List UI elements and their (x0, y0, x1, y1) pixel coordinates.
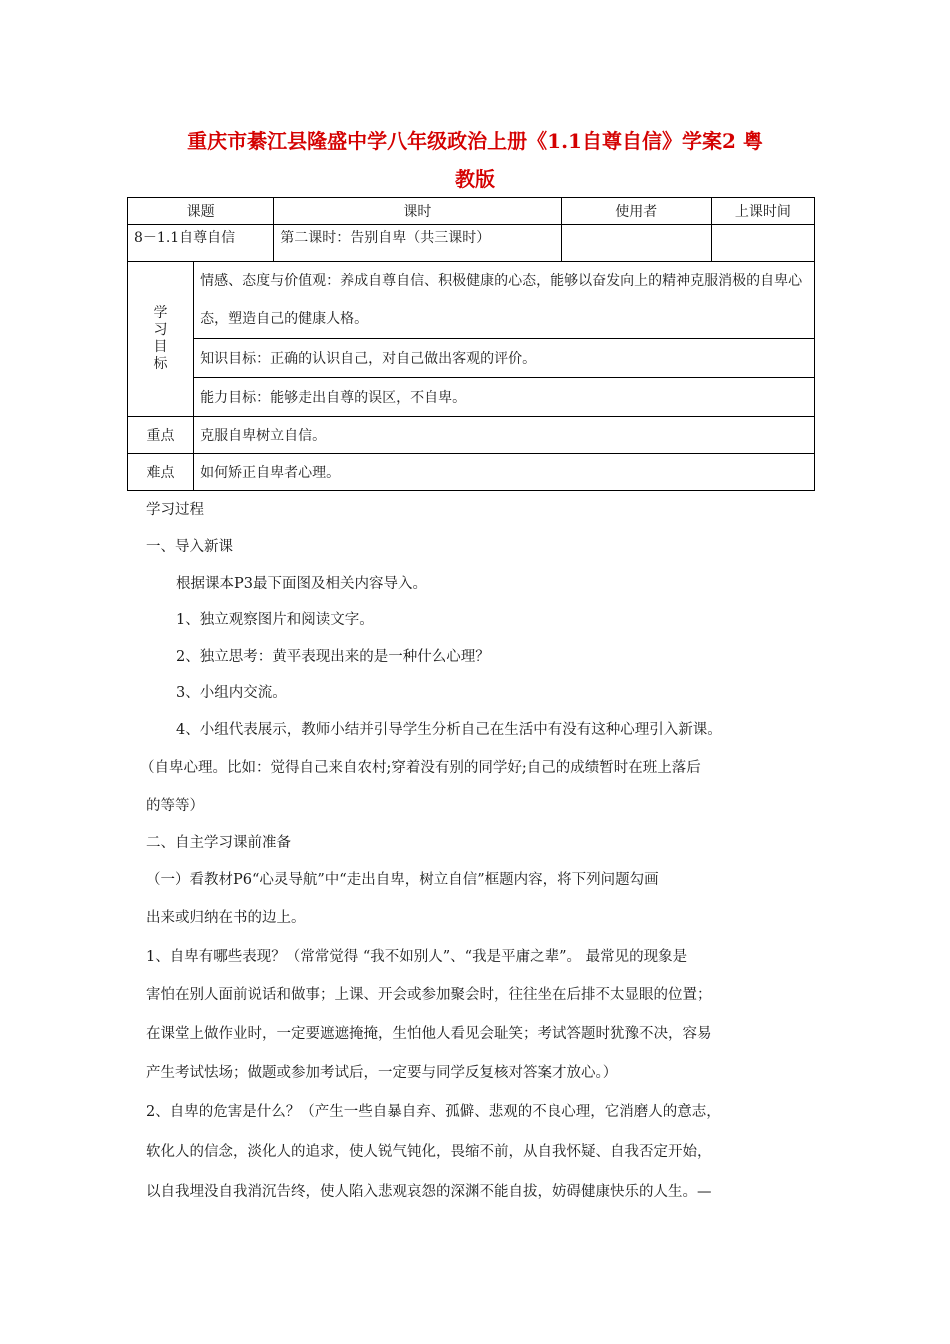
difficulty-text: 如何矫正自卑者心理。 (194, 454, 815, 491)
goal-knowledge: 知识目标：正确的认识自己，对自己做出客观的评价。 (194, 339, 815, 378)
key-point-label: 重点 (128, 417, 194, 454)
question-2-line-1: 2、自卑的危害是什么？（产生一些自暴自弃、孤僻、悲观的不良心理，它消磨人的意志， (146, 1104, 721, 1120)
lesson-period: 第二课时：告别自卑（共三课时） (274, 225, 561, 262)
goal-row-2 (128, 339, 815, 378)
difficulty-label: 难点 (128, 454, 194, 491)
header-topic: 课题 (128, 198, 274, 225)
header-user: 使用者 (561, 198, 711, 225)
lesson-info-table (127, 197, 815, 491)
goal-row-3 (128, 378, 815, 417)
section-1-title: 一、导入新课 (146, 539, 233, 555)
question-1-line-1: 1、自卑有哪些表现？（常常觉得 “我不如别人”、“我是平庸之辈”。 最常见的现象是 (146, 949, 688, 965)
question-2-line-2: 软化人的信念，淡化人的追求，使人锐气钝化，畏缩不前，从自我怀疑、自我否定开始， (146, 1144, 712, 1160)
section-2-item-1b: 出来或归纳在书的边上。 (146, 910, 306, 926)
process-heading: 学习过程 (146, 502, 204, 518)
section-1-step-1: 1、独立观察图片和阅读文字。 (176, 612, 374, 628)
goals-label (128, 262, 194, 417)
question-1-line-4: 产生考试怯场；做题或参加考试后，一定要与同学反复核对答案才放心。） (146, 1065, 618, 1081)
goal-row-1 (128, 262, 815, 339)
lesson-topic: 8－1.1自尊自信 (128, 225, 274, 262)
goals-label-text: 学 习 目 标 (153, 305, 168, 372)
difficulty-row (128, 454, 815, 491)
document-title (0, 122, 950, 198)
question-1-line-2: 害怕在别人面前说话和做事；上课、开会或参加聚会时，往往坐在后排不太显眼的位置； (146, 987, 712, 1003)
table-header-row (128, 198, 815, 225)
lesson-time (711, 225, 814, 262)
section-1-step-2: 2、独立思考：黄平表现出来的是一种什么心理？ (176, 649, 490, 665)
question-1-line-3: 在课堂上做作业时，一定要遮遮掩掩，生怕他人看见会耻笑；考试答题时犹豫不决，容易 (146, 1026, 712, 1042)
header-time: 上课时间 (711, 198, 814, 225)
section-2-item-1a: （一）看教材P6“心灵导航”中“走出自卑，树立自信”框题内容，将下列问题勾画 (146, 872, 659, 888)
goal-emotion: 情感、态度与价值观：养成自尊自信、积极健康的心态，能够以奋发向上的精神克服消极的自卑心态，塑造自己的健康人格。 (194, 262, 815, 339)
key-point-row (128, 417, 815, 454)
title-line-2: 教版 (455, 167, 495, 191)
section-1-note-1: （自卑心理。比如：觉得自己来自农村;穿着没有别的同学好;自己的成绩暂时在班上落后 (140, 760, 701, 776)
section-1-step-3: 3、小组内交流。 (176, 685, 287, 701)
section-1-note-2: 的等等） (146, 798, 204, 814)
section-1-intro: 根据课本P3最下面图及相关内容导入。 (176, 576, 427, 592)
goal-ability: 能力目标：能够走出自尊的误区，不自卑。 (194, 378, 815, 417)
title-line-1: 重庆市綦江县隆盛中学八年级政治上册《1.1自尊自信》学案2 粤 (187, 129, 763, 153)
key-point-text: 克服自卑树立自信。 (194, 417, 815, 454)
lesson-user (561, 225, 711, 262)
table-row (128, 225, 815, 262)
section-2-title: 二、自主学习课前准备 (146, 835, 291, 851)
section-1-step-4: 4、小组代表展示，教师小结并引导学生分析自己在生活中有没有这种心理引入新课。 (176, 722, 722, 738)
header-period: 课时 (274, 198, 561, 225)
question-2-line-3: 以自我埋没自我消沉告终，使人陷入悲观哀怨的深渊不能自拔，妨碍健康快乐的人生。— (146, 1184, 712, 1200)
